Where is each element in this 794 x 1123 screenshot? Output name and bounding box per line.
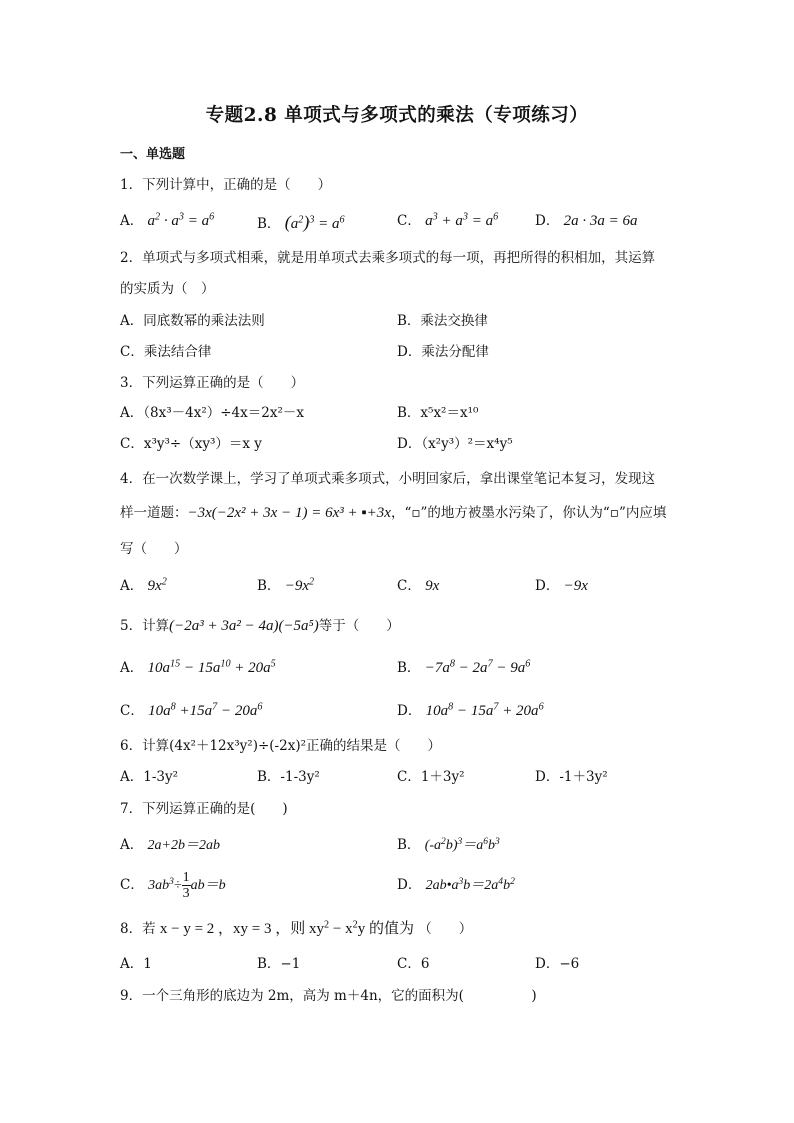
option-formula: $-7a^8 - 2a^7 - 9a^6$ bbox=[424, 658, 531, 676]
option-formula: −9x bbox=[563, 578, 588, 594]
option-formula: $9x^2$ bbox=[147, 576, 167, 594]
question-2-stem-line-1: 2．单项式与多项式相乘，就是用单项式去乘多项式的每一项，再把所得的积相加，其运算 bbox=[120, 250, 656, 266]
question-5-option-a bbox=[120, 659, 276, 677]
option-formula: $3ab^3\div$ $\frac{1}{3}$ ab＝b bbox=[148, 870, 226, 902]
question-6-option-a: A．1-3y² bbox=[120, 769, 179, 785]
stem-text: （ ） bbox=[418, 921, 473, 937]
stem-text: 5．计算 bbox=[120, 618, 170, 634]
question-5-stem bbox=[120, 617, 400, 635]
question-4-stem-line-2 bbox=[120, 504, 666, 522]
question-3-option-a: A．（8x³－4x²）÷4x＝2x²－x bbox=[120, 405, 304, 421]
option-formula: $2ab•a^3b=2a^4b^2$ bbox=[425, 876, 515, 893]
question-8-option-b: B．−1 bbox=[257, 956, 301, 972]
question-7-option-d bbox=[397, 877, 515, 895]
fraction bbox=[182, 870, 191, 902]
question-9-stem: 9．一个三角形的底边为 2m，高为 m＋4n，它的面积为( ) bbox=[120, 988, 537, 1004]
question-2-option-a: A．同底数幂的乘法法则 bbox=[120, 313, 265, 329]
option-label: B． bbox=[397, 837, 421, 853]
question-4-option-d bbox=[535, 577, 588, 595]
question-4-stem-line-1: 4．在一次数学课上，学习了单项式乘多项式，小明回家后，拿出课堂笔记本复习，发现这 bbox=[120, 471, 656, 487]
option-label: C． bbox=[397, 578, 421, 594]
option-formula: $(a^2)^3 = a^6$ bbox=[284, 212, 345, 232]
option-label: D． bbox=[535, 213, 560, 229]
question-4-option-a bbox=[120, 577, 167, 595]
question-7-option-c bbox=[120, 870, 226, 902]
option-label: B． bbox=[257, 578, 281, 594]
question-5-option-b bbox=[397, 659, 530, 677]
option-label: B． bbox=[257, 216, 281, 232]
option-label: C． bbox=[120, 877, 144, 894]
question-3-option-b: B．x⁵x²＝x¹⁰ bbox=[397, 405, 479, 421]
option-formula: $(-a^2b)^3=a^6b^3$ bbox=[424, 836, 500, 853]
stem-formula: (−2a³ + 3a² − 4a)(−5a⁵) bbox=[169, 618, 319, 634]
question-2-option-b: B．乘法交换律 bbox=[397, 313, 488, 329]
question-2-option-d: D．乘法分配律 bbox=[397, 344, 489, 360]
option-label: D． bbox=[535, 578, 560, 594]
question-3-stem: 3．下列运算正确的是（ ） bbox=[120, 375, 305, 391]
question-2-stem-line-2: 的实质为（ ） bbox=[120, 281, 215, 297]
option-label: D． bbox=[397, 877, 422, 893]
option-label: B． bbox=[397, 660, 421, 676]
option-label: C． bbox=[397, 213, 421, 229]
question-5-option-d bbox=[397, 702, 544, 720]
question-8-option-c: C．6 bbox=[397, 956, 430, 972]
stem-formula: −3x(−2x² + 3x − 1) = 6x³ + ▪+3x bbox=[187, 505, 391, 521]
option-formula: $a^3 + a^3 = a^6$ bbox=[425, 211, 499, 229]
question-1-option-d bbox=[535, 212, 638, 230]
option-formula: 2a · 3a = 6a bbox=[563, 213, 638, 229]
stem-text: 样一道题： bbox=[120, 505, 188, 521]
option-formula: $10a^8 +15a^7 - 20a^6$ bbox=[148, 701, 263, 719]
stem-text: 8．若 bbox=[120, 921, 156, 937]
question-6-option-d: D．-1＋3y² bbox=[535, 769, 608, 785]
option-formula: 9x bbox=[425, 578, 440, 594]
question-6-option-c: C．1＋3y² bbox=[397, 769, 465, 785]
option-label: C． bbox=[120, 703, 144, 719]
question-8-option-d: D．−6 bbox=[535, 956, 580, 972]
option-label: D． bbox=[397, 703, 422, 719]
option-label: A． bbox=[120, 837, 144, 853]
option-label: A． bbox=[120, 213, 144, 229]
section-heading: 一、单选题 bbox=[120, 147, 186, 162]
stem-text: ，“▫”的地方被墨水污染了，你认为“▫”内应填 bbox=[390, 505, 667, 521]
question-7-option-b bbox=[397, 837, 500, 855]
question-3-option-c: C．x³y³÷（xy³）＝x y bbox=[120, 436, 262, 452]
question-1-option-c bbox=[397, 212, 498, 230]
option-label: A． bbox=[120, 660, 144, 676]
option-formula: $-9x^2$ bbox=[284, 576, 315, 594]
question-5-option-c bbox=[120, 702, 262, 720]
question-4-option-b bbox=[257, 577, 314, 595]
question-8-option-a: A．1 bbox=[120, 956, 152, 972]
question-7-stem: 7．下列运算正确的是( ) bbox=[120, 801, 288, 817]
question-7-option-a bbox=[120, 837, 220, 855]
stem-text: 等于（ ） bbox=[318, 618, 400, 634]
page-title: 专题2.8 单项式与多项式的乘法（专项练习） bbox=[205, 105, 589, 126]
question-4-option-c bbox=[397, 577, 439, 595]
question-6-stem: 6．计算(4x²＋12x³y²)÷(-2x)²正确的结果是（ ） bbox=[120, 738, 442, 754]
option-formula: 2a+2b＝2ab bbox=[147, 838, 220, 853]
question-2-option-c: C．乘法结合律 bbox=[120, 344, 212, 360]
option-formula: $10a^8 - 15a^7 + 20a^6$ bbox=[425, 701, 544, 719]
option-label: A． bbox=[120, 578, 144, 594]
question-1-stem: 1．下列计算中，正确的是（ ） bbox=[120, 177, 332, 193]
stem-formula: x − y = 2 ，xy = 3 ，则 $xy^2 - x^2y$ 的值为 bbox=[159, 919, 414, 937]
fraction-numerator: 1 bbox=[182, 870, 190, 885]
question-8-stem bbox=[120, 920, 472, 938]
option-formula: $a^2 \cdot a^3 = a^6$ bbox=[147, 211, 215, 229]
question-1-option-b bbox=[257, 212, 345, 234]
question-4-stem-line-3: 写（ ） bbox=[120, 541, 188, 557]
question-1-option-a bbox=[120, 212, 214, 230]
option-formula: $10a^{15} - 15a^{10} + 20a^5$ bbox=[147, 658, 276, 676]
question-3-option-d: D．（x²y³）²＝x⁴y⁵ bbox=[397, 436, 513, 452]
fraction-denominator: 3 bbox=[182, 886, 190, 902]
option-formula-tail: ab＝b bbox=[190, 878, 226, 894]
question-6-option-b: B．-1-3y² bbox=[257, 769, 320, 785]
